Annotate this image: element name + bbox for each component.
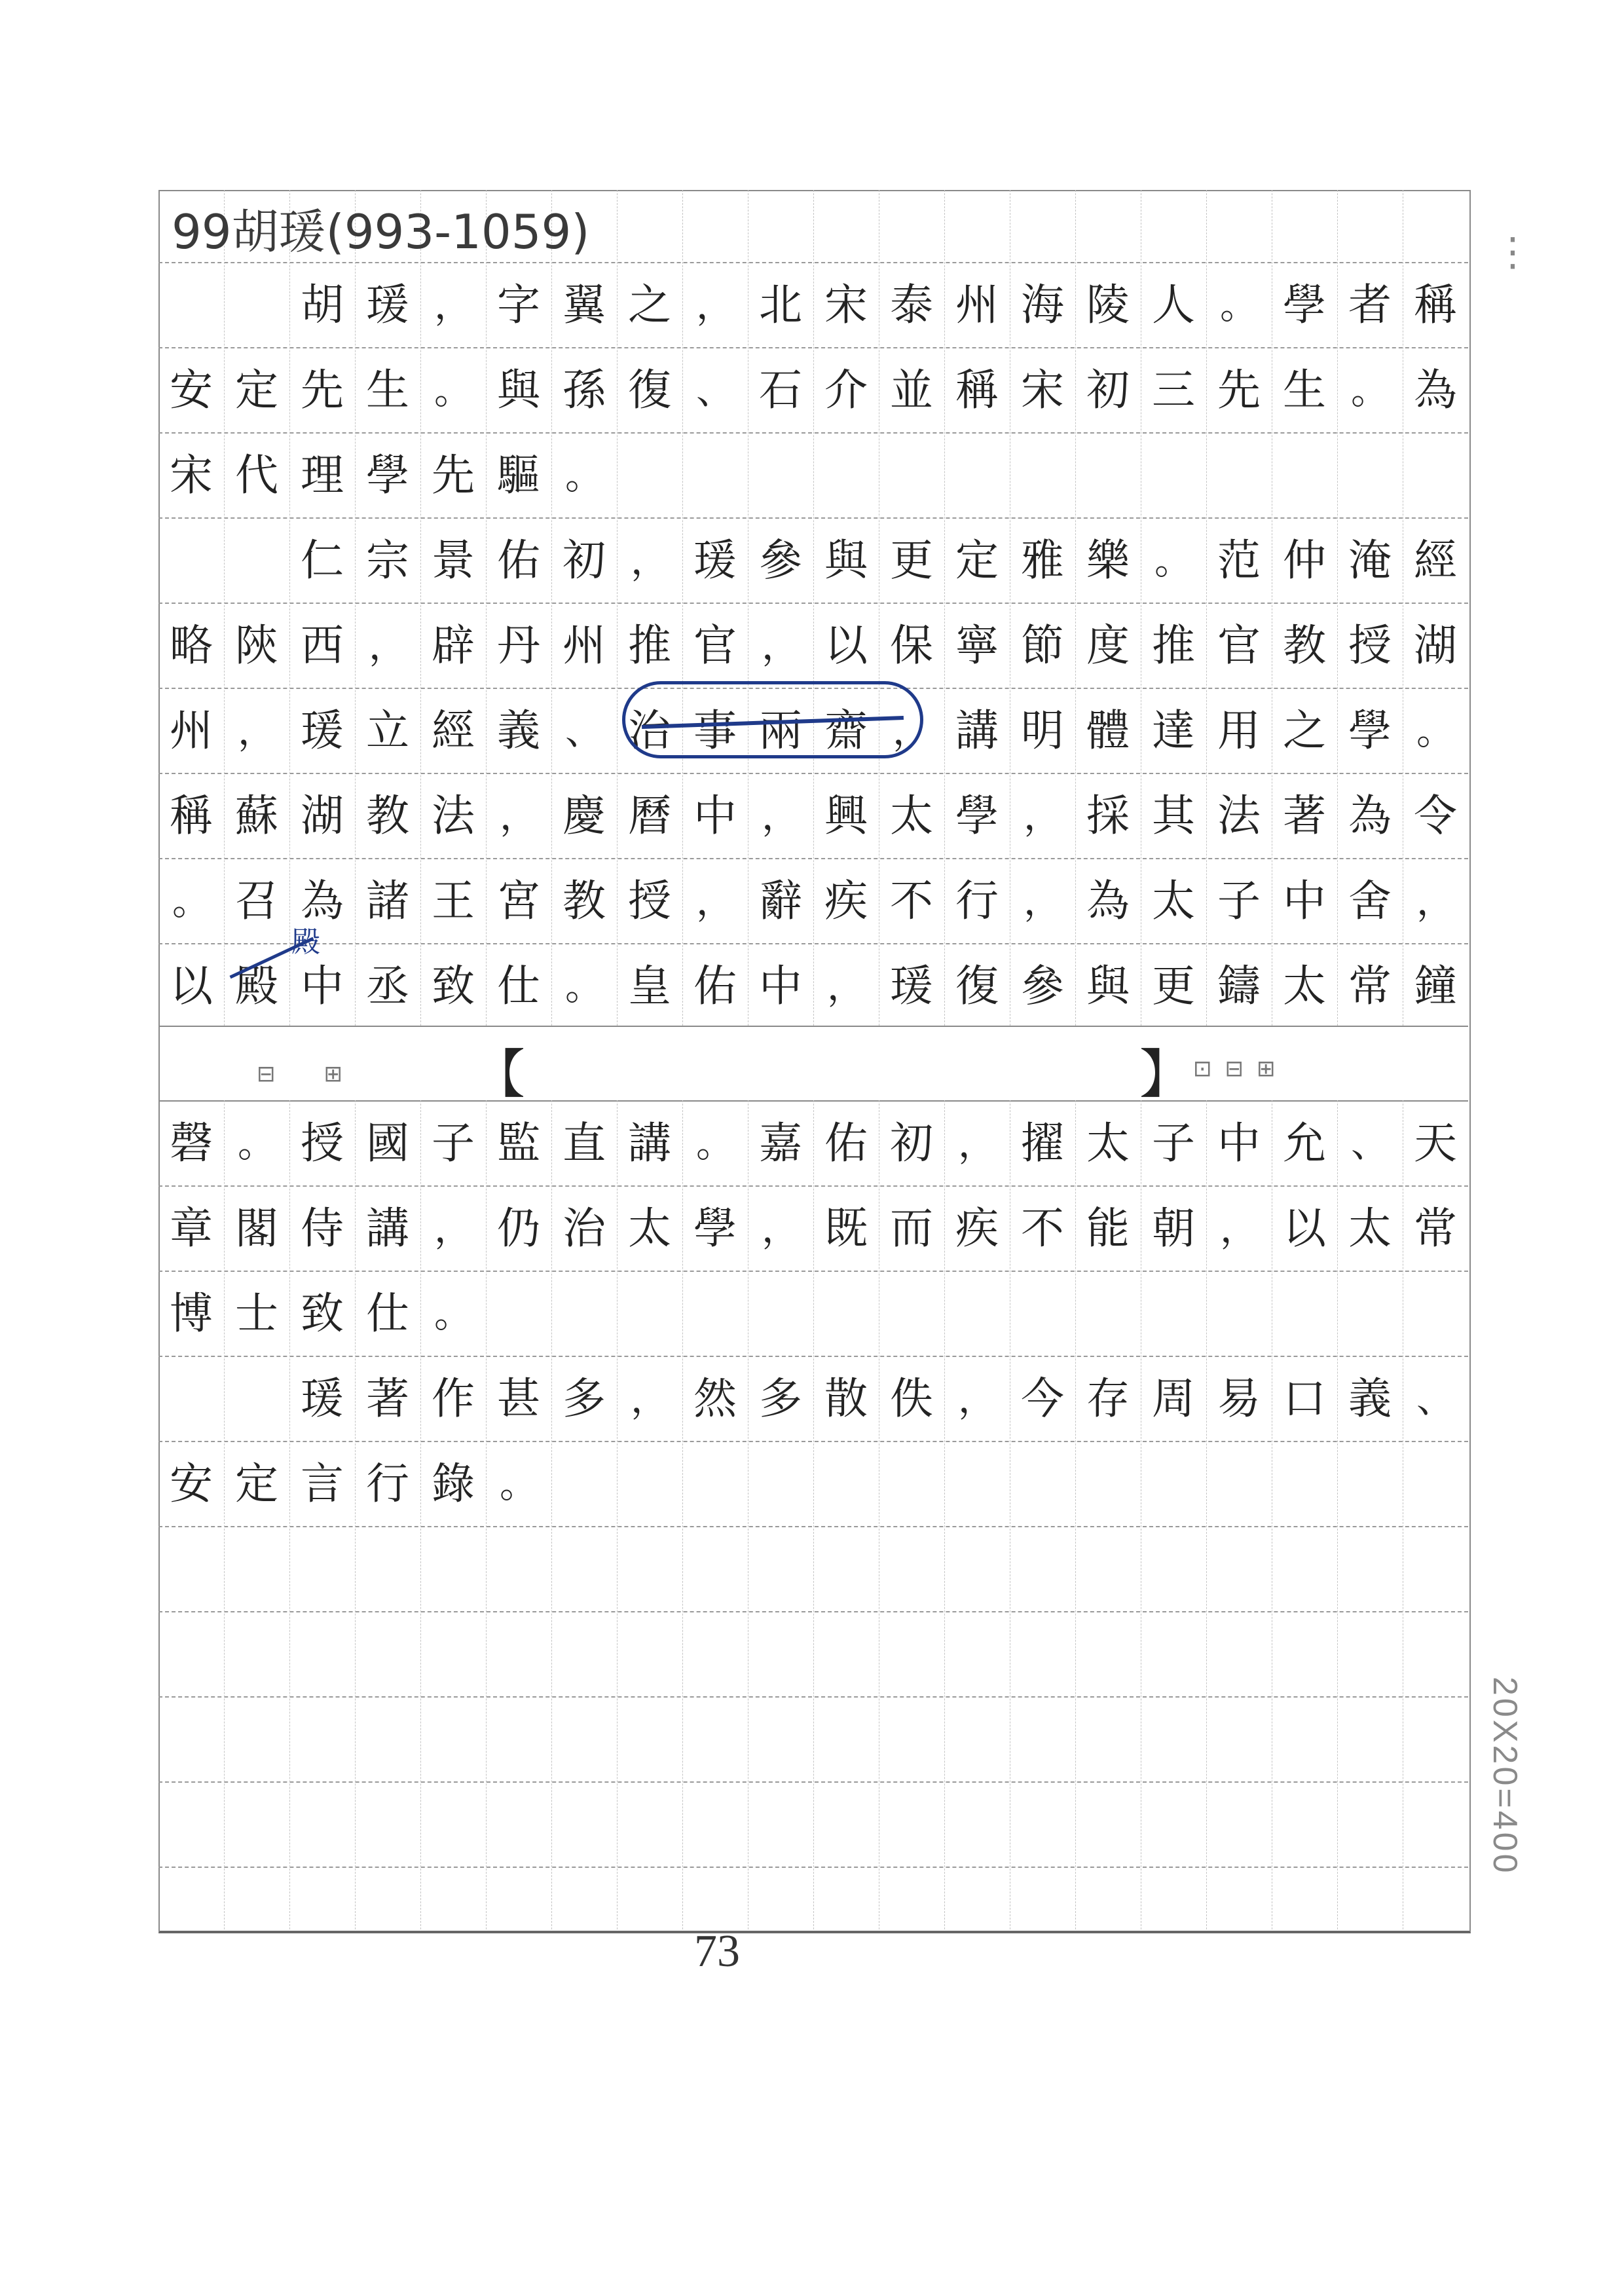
text-line <box>158 1362 1468 1436</box>
text-cell: 參 <box>1021 961 1064 1011</box>
text-cell: 中 <box>1283 876 1326 926</box>
text-cell: 復 <box>955 961 999 1011</box>
text-cell: 宗 <box>366 535 409 586</box>
text-cell: 磬 <box>170 1118 213 1168</box>
text-cell: 為 <box>1348 790 1392 841</box>
text-cell: ， <box>892 709 931 753</box>
text-cell: 學 <box>693 1203 737 1254</box>
text-cell: 博 <box>170 1288 213 1339</box>
text-cell: 。 <box>434 1292 472 1336</box>
text-cell: 。 <box>1154 538 1192 583</box>
text-cell: 致 <box>301 1288 344 1339</box>
text-cell: 授 <box>1348 620 1392 671</box>
text-cell: 侍 <box>301 1203 344 1254</box>
text-cell: 行 <box>955 876 999 926</box>
text-cell: 其 <box>1152 790 1195 841</box>
text-cell: 辟 <box>432 620 475 671</box>
text-line <box>158 779 1468 853</box>
text-cell: 、 <box>695 368 734 413</box>
text-cell: 明 <box>1021 705 1064 756</box>
text-cell: 與 <box>824 535 868 586</box>
text-cell: 易 <box>1217 1373 1261 1424</box>
text-cell: 景 <box>432 535 475 586</box>
text-cell: 士 <box>235 1288 278 1339</box>
text-cell: 以 <box>1283 1203 1326 1254</box>
text-cell: 稱 <box>1414 280 1457 330</box>
text-cell: 略 <box>170 620 213 671</box>
text-cell: 更 <box>1152 961 1195 1011</box>
text-cell: 先 <box>301 365 344 415</box>
text-cell: 齋 <box>824 705 868 756</box>
text-cell: 行 <box>366 1459 409 1509</box>
text-cell: 章 <box>170 1203 213 1254</box>
text-cell: 今 <box>1021 1373 1064 1424</box>
text-cell: 瑗 <box>366 280 409 330</box>
text-cell: ， <box>957 1377 996 1421</box>
text-cell: 教 <box>366 790 409 841</box>
text-cell: 曆 <box>628 790 671 841</box>
text-cell: 興 <box>824 790 868 841</box>
text-cell: 經 <box>1414 535 1457 586</box>
text-cell: ， <box>695 879 734 923</box>
text-cell: 宋 <box>1021 365 1064 415</box>
text-cell: 官 <box>1217 620 1261 671</box>
text-cell: 致 <box>432 961 475 1011</box>
text-cell: 范 <box>1217 535 1261 586</box>
text-cell: 宋 <box>170 450 213 500</box>
text-cell: 鑄 <box>1217 961 1261 1011</box>
text-cell: 翼 <box>563 280 606 330</box>
text-cell: 然 <box>693 1373 737 1424</box>
text-cell: 孫 <box>563 365 606 415</box>
text-cell: 。 <box>1219 283 1258 327</box>
text-cell: 中 <box>1217 1118 1261 1168</box>
text-cell: 先 <box>1217 365 1261 415</box>
text-cell: 瑗 <box>693 535 737 586</box>
text-line <box>158 269 1468 342</box>
text-cell: 口 <box>1283 1373 1326 1424</box>
text-cell <box>158 269 224 342</box>
text-cell: 常 <box>1414 1203 1457 1254</box>
text-cell: 、 <box>564 709 603 753</box>
text-cell: 參 <box>759 535 802 586</box>
text-cell: 更 <box>890 535 933 586</box>
text-cell: 天 <box>1414 1118 1457 1168</box>
margin-note: 20X20=400 <box>1486 1677 1524 1876</box>
text-cell: 雅 <box>1021 535 1064 586</box>
text-cell: 佑 <box>497 535 540 586</box>
text-cell: 樂 <box>1086 535 1130 586</box>
text-line <box>158 950 1468 1023</box>
text-cell: 。 <box>564 964 603 1009</box>
text-cell: 定 <box>235 1459 278 1509</box>
text-cell: 與 <box>497 365 540 415</box>
correction-insert: 殿 <box>291 925 320 959</box>
text-cell: 治 <box>563 1203 606 1254</box>
text-cell: 子 <box>1217 876 1261 926</box>
text-cell: 講 <box>628 1118 671 1168</box>
text-cell: 初 <box>563 535 606 586</box>
text-cell: 中 <box>301 961 344 1011</box>
text-cell: 為 <box>1086 876 1130 926</box>
text-cell <box>224 1362 289 1436</box>
text-cell: 佚 <box>890 1373 933 1424</box>
text-cell: 州 <box>170 705 213 756</box>
text-cell: 學 <box>1283 280 1326 330</box>
text-cell: 不 <box>890 876 933 926</box>
text-cell: ， <box>761 794 800 838</box>
text-cell: 代 <box>235 450 278 500</box>
text-cell: 鐘 <box>1414 961 1457 1011</box>
text-cell: 子 <box>432 1118 475 1168</box>
text-cell: 義 <box>1348 1373 1392 1424</box>
text-cell: 者 <box>1348 280 1392 330</box>
gutter-bracket-left: 【 <box>473 1044 525 1105</box>
text-line <box>158 1277 1468 1350</box>
text-cell: 石 <box>759 365 802 415</box>
text-cell: 並 <box>890 365 933 415</box>
text-cell: 安 <box>170 365 213 415</box>
text-cell: 採 <box>1086 790 1130 841</box>
text-cell: 教 <box>1283 620 1326 671</box>
text-cell: 錄 <box>432 1459 475 1509</box>
text-cell: 達 <box>1152 705 1195 756</box>
text-cell: 授 <box>301 1118 344 1168</box>
text-cell: 字 <box>497 280 540 330</box>
text-cell: 州 <box>955 280 999 330</box>
text-cell: ， <box>630 1377 669 1421</box>
text-cell: 理 <box>301 450 344 500</box>
text-cell <box>158 1362 224 1436</box>
text-cell: 。 <box>695 1121 734 1166</box>
text-cell: 多 <box>563 1373 606 1424</box>
text-cell: 復 <box>628 365 671 415</box>
text-cell: 泰 <box>890 280 933 330</box>
text-cell: 言 <box>301 1459 344 1509</box>
text-cell: 辭 <box>759 876 802 926</box>
text-cell: 仕 <box>366 1288 409 1339</box>
text-cell: 度 <box>1086 620 1130 671</box>
text-cell: 仍 <box>497 1203 540 1254</box>
text-cell: 與 <box>1086 961 1130 1011</box>
text-cell: 生 <box>1283 365 1326 415</box>
text-cell: 太 <box>1348 1203 1392 1254</box>
text-cell: 稱 <box>170 790 213 841</box>
text-line <box>158 354 1468 427</box>
text-cell: ， <box>761 1206 800 1251</box>
text-cell: 丞 <box>366 961 409 1011</box>
text-cell: 中 <box>759 961 802 1011</box>
text-cell: 多 <box>759 1373 802 1424</box>
text-cell: 佑 <box>693 961 737 1011</box>
text-cell: 教 <box>563 876 606 926</box>
corner-mark: ⋮ <box>1493 229 1532 275</box>
text-cell: 兩 <box>759 705 802 756</box>
text-cell: 立 <box>366 705 409 756</box>
text-cell: 能 <box>1086 1203 1130 1254</box>
text-cell: 經 <box>432 705 475 756</box>
text-cell: 仕 <box>497 961 540 1011</box>
text-cell: ， <box>957 1121 996 1166</box>
text-cell: 之 <box>628 280 671 330</box>
entry-title: 99胡瑗(993-1059) <box>172 204 590 259</box>
text-cell: 瑗 <box>301 705 344 756</box>
text-cell: 初 <box>890 1118 933 1168</box>
text-cell: 中 <box>693 790 737 841</box>
text-cell: 胡 <box>301 280 344 330</box>
text-cell: 不 <box>1021 1203 1064 1254</box>
text-cell: 令 <box>1414 790 1457 841</box>
text-cell <box>158 524 224 597</box>
text-cell: ， <box>695 283 734 327</box>
text-cell: 宮 <box>497 876 540 926</box>
text-cell: ， <box>368 623 407 668</box>
text-cell: 殿 <box>235 961 278 1011</box>
text-cell: 召 <box>235 876 278 926</box>
text-cell: 。 <box>172 879 210 923</box>
gutter-glyph-right: ⊡⊟⊞ <box>1193 1056 1289 1082</box>
text-cell: 州 <box>563 620 606 671</box>
text-cell: 疾 <box>824 876 868 926</box>
text-cell: 散 <box>824 1373 868 1424</box>
text-cell: 佑 <box>824 1118 868 1168</box>
text-cell: 監 <box>497 1118 540 1168</box>
text-cell: 以 <box>824 620 868 671</box>
text-line <box>158 1107 1468 1180</box>
text-cell: 介 <box>824 365 868 415</box>
text-cell: ， <box>237 709 276 753</box>
text-cell: 講 <box>366 1203 409 1254</box>
text-cell: 疾 <box>955 1203 999 1254</box>
text-cell: 法 <box>1217 790 1261 841</box>
text-cell: 太 <box>1086 1118 1130 1168</box>
text-cell: 陵 <box>1086 280 1130 330</box>
text-cell: 作 <box>432 1373 475 1424</box>
text-cell <box>224 524 289 597</box>
text-cell: 而 <box>890 1203 933 1254</box>
text-cell: 瑗 <box>301 1373 344 1424</box>
text-cell: 稱 <box>955 365 999 415</box>
text-cell: 學 <box>1348 705 1392 756</box>
text-cell: 宋 <box>824 280 868 330</box>
text-cell: 寧 <box>955 620 999 671</box>
text-cell: 治 <box>628 705 671 756</box>
text-cell: ， <box>761 623 800 668</box>
text-cell: ， <box>499 794 538 838</box>
text-cell: 陝 <box>235 620 278 671</box>
text-cell: 用 <box>1217 705 1261 756</box>
text-line <box>158 609 1468 682</box>
text-cell: ， <box>1219 1206 1258 1251</box>
text-cell: 學 <box>366 450 409 500</box>
text-cell: 三 <box>1152 365 1195 415</box>
text-cell: ， <box>1023 794 1061 838</box>
text-cell: 子 <box>1152 1118 1195 1168</box>
text-cell: 西 <box>301 620 344 671</box>
title-row <box>158 196 1468 262</box>
text-cell: 太 <box>628 1203 671 1254</box>
text-cell: 為 <box>301 876 344 926</box>
text-line <box>158 865 1468 938</box>
text-cell: 太 <box>890 790 933 841</box>
text-cell: ， <box>1416 879 1454 923</box>
text-cell: 法 <box>432 790 475 841</box>
text-cell: 國 <box>366 1118 409 1168</box>
text-line <box>158 1447 1468 1521</box>
text-cell: 。 <box>237 1121 276 1166</box>
text-cell: ， <box>630 538 669 583</box>
text-cell: 。 <box>499 1462 538 1506</box>
text-cell: 周 <box>1152 1373 1195 1424</box>
text-cell: 湖 <box>1414 620 1457 671</box>
text-cell: 。 <box>1416 709 1454 753</box>
text-line <box>158 1192 1468 1265</box>
text-cell: 仲 <box>1283 535 1326 586</box>
gutter-bracket-right: 】 <box>1139 1044 1192 1105</box>
text-cell: 節 <box>1021 620 1064 671</box>
text-cell: 初 <box>1086 365 1130 415</box>
text-cell: 授 <box>628 876 671 926</box>
text-cell: 淹 <box>1348 535 1392 586</box>
text-line <box>158 524 1468 597</box>
text-cell: 慶 <box>563 790 606 841</box>
text-cell: 王 <box>432 876 475 926</box>
text-cell: 湖 <box>301 790 344 841</box>
text-cell: 為 <box>1414 365 1457 415</box>
text-cell: 閣 <box>235 1203 278 1254</box>
text-cell: 海 <box>1021 280 1064 330</box>
gutter-glyph-left: ⊟ ⊞ <box>257 1061 356 1087</box>
text-cell: 仁 <box>301 535 344 586</box>
text-cell: 擢 <box>1021 1118 1064 1168</box>
text-cell: 推 <box>1152 620 1195 671</box>
text-cell: 甚 <box>497 1373 540 1424</box>
text-cell: 既 <box>824 1203 868 1254</box>
text-cell: 講 <box>955 705 999 756</box>
text-cell: 蘇 <box>235 790 278 841</box>
text-cell: 保 <box>890 620 933 671</box>
text-cell: 諸 <box>366 876 409 926</box>
text-cell: 以 <box>170 961 213 1011</box>
text-cell: 安 <box>170 1459 213 1509</box>
text-line <box>158 439 1468 512</box>
center-gutter <box>158 1026 1468 1105</box>
text-cell: ， <box>434 283 472 327</box>
text-cell: 北 <box>759 280 802 330</box>
text-cell: 體 <box>1086 705 1130 756</box>
text-cell: 直 <box>563 1118 606 1168</box>
text-cell: 。 <box>564 453 603 498</box>
page-number: 73 <box>694 1926 740 1977</box>
text-cell: 舍 <box>1348 876 1392 926</box>
text-cell: 太 <box>1152 876 1195 926</box>
text-cell: 丹 <box>497 620 540 671</box>
text-cell: 著 <box>1283 790 1326 841</box>
text-cell: ， <box>434 1206 472 1251</box>
text-cell: 先 <box>432 450 475 500</box>
text-cell: 著 <box>366 1373 409 1424</box>
text-cell: 瑗 <box>890 961 933 1011</box>
text-cell: 太 <box>1283 961 1326 1011</box>
text-cell: 。 <box>434 368 472 413</box>
text-cell <box>224 269 289 342</box>
text-cell: 定 <box>955 535 999 586</box>
text-cell: 之 <box>1283 705 1326 756</box>
text-cell: ， <box>1023 879 1061 923</box>
text-cell: 常 <box>1348 961 1392 1011</box>
text-cell: 皇 <box>628 961 671 1011</box>
text-cell: 義 <box>497 705 540 756</box>
text-cell: 嘉 <box>759 1118 802 1168</box>
text-cell: 事 <box>693 705 737 756</box>
text-cell: 人 <box>1152 280 1195 330</box>
text-cell: 官 <box>693 620 737 671</box>
text-cell: 定 <box>235 365 278 415</box>
text-cell: 允 <box>1283 1118 1326 1168</box>
text-cell: 生 <box>366 365 409 415</box>
text-cell: 、 <box>1416 1377 1454 1421</box>
text-cell: 、 <box>1350 1121 1389 1166</box>
text-cell: 。 <box>1350 368 1389 413</box>
text-cell: 驅 <box>497 450 540 500</box>
text-cell: 朝 <box>1152 1203 1195 1254</box>
text-cell: 推 <box>628 620 671 671</box>
text-cell: ， <box>826 964 865 1009</box>
text-cell: 學 <box>955 790 999 841</box>
text-cell: 存 <box>1086 1373 1130 1424</box>
